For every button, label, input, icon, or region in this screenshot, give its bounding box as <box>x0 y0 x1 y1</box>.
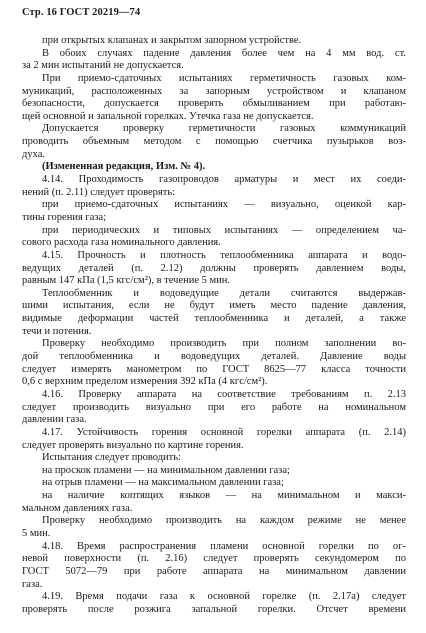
document-body <box>22 35 406 616</box>
text-line: газа. <box>22 578 43 590</box>
text-line: дой теплообменника и водоведущих деталей. Давление воды <box>22 351 406 363</box>
text-line: невой поверхности (п. 2.16) следует проверять секундомером по <box>22 553 406 565</box>
text-line: щей основной и запальной горелках. Утечка газа не допускается. <box>22 110 314 122</box>
text-line: (Измененная редакция, Изм. № 4). <box>42 161 206 173</box>
text-line: В обоих случаях падение давления более чем на 4 мм вод. ст. <box>42 47 406 59</box>
text-line: 4.18. Время распространения пламени основной горелки по ог- <box>42 540 406 552</box>
text-line: следует проверять визуально по картине горения. <box>22 439 244 451</box>
text-line: мальном давлениях газа. <box>22 502 133 514</box>
text-line: ведущих деталей (п. 2.12) должны проверять давлением воды, <box>22 262 406 274</box>
text-line: при периодических и типовых испытаниях — определением ча- <box>42 224 406 236</box>
text-line: за 2 мин испытаний не допускается. <box>22 60 184 72</box>
text-line: Испытания следует проводить: <box>42 452 181 464</box>
text-line: 4.19. Время подачи газа к основной горелке (п. 2.17а) следует <box>42 591 406 603</box>
text-line: 4.17. Устойчивость горения основной горелки аппарата (п. 2.14) <box>42 426 406 438</box>
text-line: При приемо-сдаточных испытаниях герметичность газовых ком- <box>42 72 406 84</box>
text-line: Допускается проверку герметичности газовых коммуникаций <box>42 123 406 135</box>
text-line: 4.15. Прочность и плотность теплообменника аппарата и водо- <box>42 249 406 261</box>
text-line: шими испытания, если не будут иметь место падение давления, <box>22 300 406 312</box>
text-line: сового расхода газа номинального давления. <box>22 237 221 249</box>
text-line: духа. <box>22 148 45 160</box>
text-line: Теплообменник и водоведущие детали считаются выдержав- <box>42 287 406 299</box>
text-line: 0,6 с верхним пределом измерения 392 кПа (4 кгс/см²). <box>22 376 268 388</box>
text-line: 5 мин. <box>22 527 51 539</box>
text-line: следует измерять манометром по ГОСТ 8625—77 класса точности <box>22 363 406 375</box>
text-line: давлении газа. <box>22 414 87 426</box>
text-line: следует производить визуально при его работе на номинальном <box>22 401 406 413</box>
text-line: Проверку необходимо производить при полном заполнении во- <box>42 338 406 350</box>
text-line: при приемо-сдаточных испытаниях — визуально, оценкой кар- <box>42 199 406 211</box>
text-line: 4.16. Проверку аппарата на соответствие требованиям п. 2.13 <box>42 388 406 400</box>
text-line: на наличие коптящих языков — на минимальном и макси- <box>42 490 406 502</box>
text-line: тины горения газа; <box>22 211 107 223</box>
page-header: Стр. 16 ГОСТ 20219—74 <box>22 7 141 18</box>
text-line: ГОСТ 5072—79 при работе аппарата на минимальном давлении <box>22 565 406 577</box>
text-line: нений (п. 2.11) следует проверять: <box>22 186 176 198</box>
text-line: Проверку необходимо производить на каждом режиме не менее <box>42 515 406 527</box>
text-line: на отрыв пламени — на максимальном давлении газа; <box>42 477 284 489</box>
text-line: при открытых клапанах и закрытом запорном устройстве. <box>42 35 302 46</box>
text-line: безопасности, допускается проверять обмыливанием при работаю- <box>22 98 406 110</box>
text-line: проводить объемным методом с помощью счетчика пузырьков воз- <box>22 136 406 148</box>
text-line: течи и потения. <box>22 325 92 337</box>
text-line: 4.14. Проходимость газопроводов арматуры и мест их соеди- <box>42 174 406 186</box>
text-line: на проскок пламени — на минимальном давлении газа; <box>42 464 290 476</box>
text-line: муникаций, расположенных за запорным устройством и клапаном <box>22 85 406 97</box>
text-line: проверять после розжига запальной горелки. Отсчет времени <box>22 603 406 615</box>
text-line: равным 147 кПа (1,5 кгс/см²), в течение 5 мин. <box>22 275 231 287</box>
text-line: видимые деформации частей теплообменника и деталей, а также <box>22 313 406 325</box>
